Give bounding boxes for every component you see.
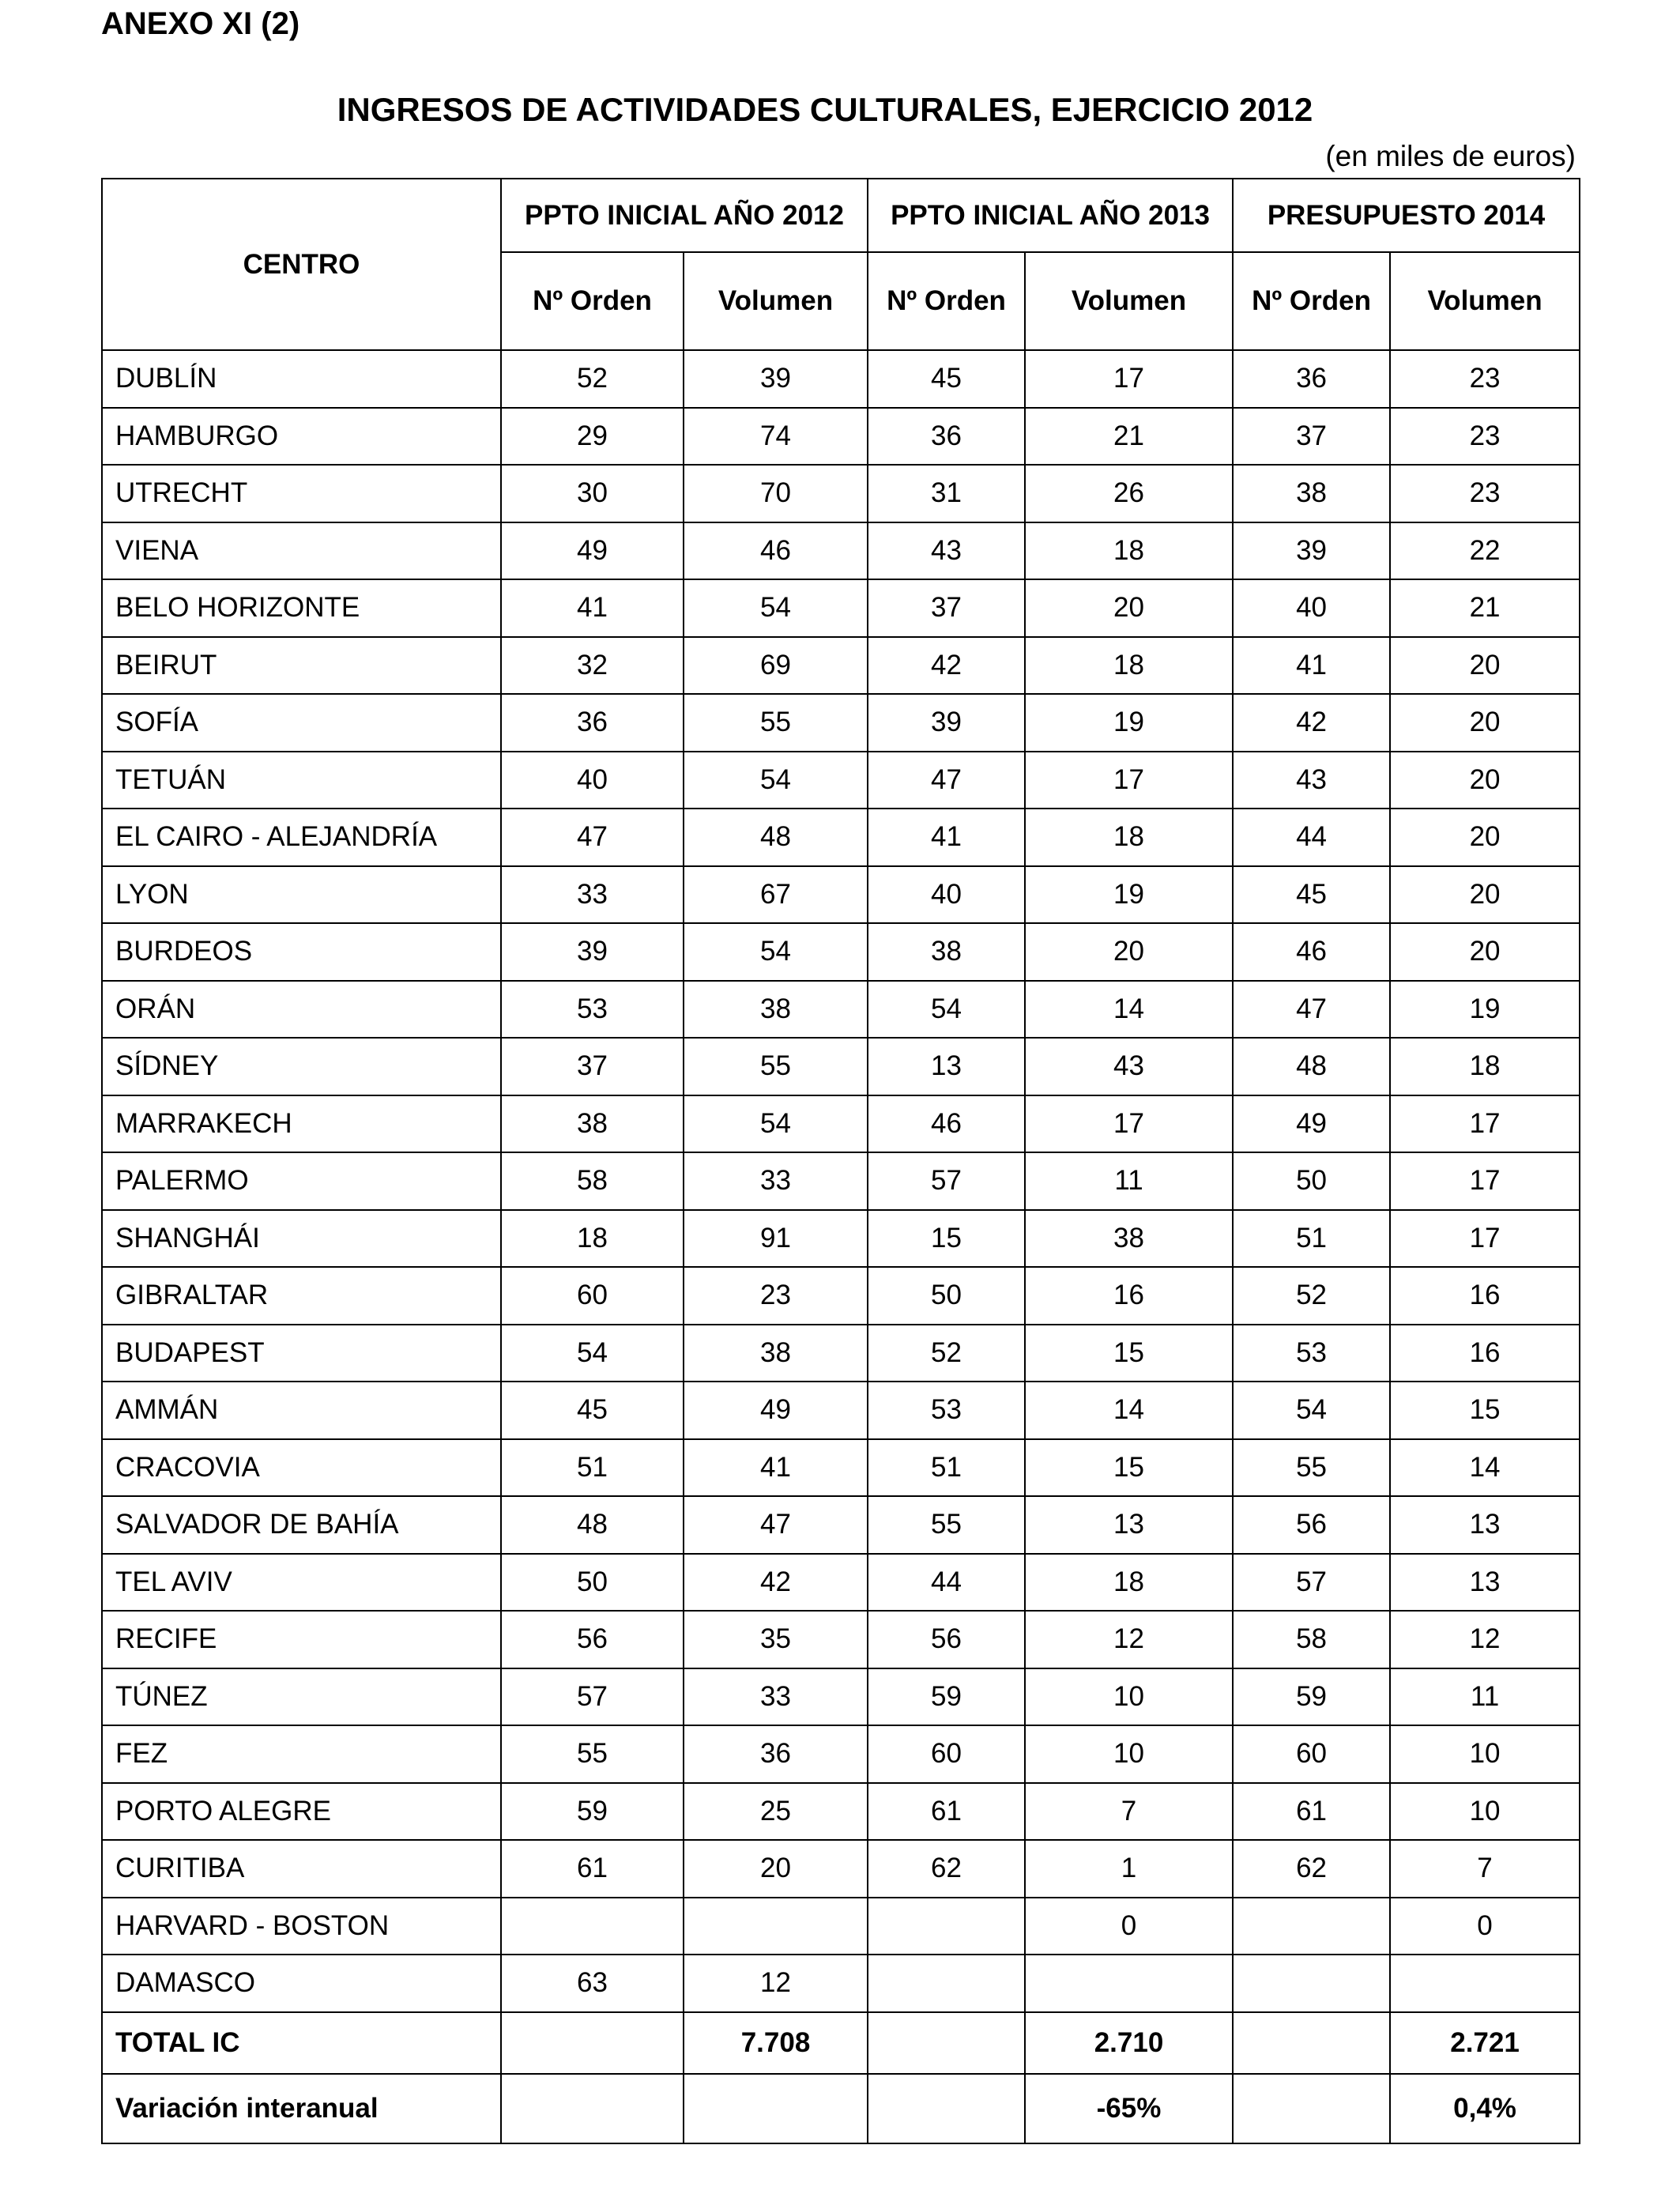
centro-cell: DAMASCO: [102, 1955, 501, 2012]
value-cell: 54: [868, 981, 1025, 1039]
value-cell: 20: [1390, 809, 1580, 866]
value-cell: 17: [1025, 350, 1233, 408]
table-row: [102, 522, 1580, 580]
centro-cell: ORÁN: [102, 981, 501, 1039]
subheader-volumen-2012: Volumen: [684, 252, 868, 350]
variation-row-value: -65%: [1025, 2074, 1233, 2143]
value-cell: 55: [684, 694, 868, 752]
document-title: INGRESOS DE ACTIVIDADES CULTURALES, EJERCICIO 2012: [337, 91, 1313, 128]
value-cell: 33: [684, 1668, 868, 1726]
value-cell: 18: [1390, 1038, 1580, 1095]
value-cell: 54: [684, 923, 868, 981]
value-cell: 19: [1025, 694, 1233, 752]
value-cell: 20: [1025, 923, 1233, 981]
value-cell: 15: [1390, 1382, 1580, 1439]
value-cell: 36: [868, 408, 1025, 466]
value-cell: 42: [1233, 694, 1390, 752]
table-row: [102, 1210, 1580, 1268]
header-centro: CENTRO: [102, 179, 501, 350]
value-cell: 15: [1025, 1325, 1233, 1382]
value-cell: 42: [684, 1554, 868, 1612]
value-cell: [684, 1898, 868, 1955]
table-row: [102, 1554, 1580, 1612]
centro-cell: BEIRUT: [102, 637, 501, 695]
value-cell: 49: [1233, 1095, 1390, 1153]
value-cell: 60: [1233, 1725, 1390, 1783]
total-row-value: [868, 2012, 1025, 2074]
value-cell: 62: [1233, 1840, 1390, 1898]
centro-cell: CRACOVIA: [102, 1439, 501, 1497]
table-row: [102, 809, 1580, 866]
value-cell: 37: [501, 1038, 684, 1095]
table-row: [102, 752, 1580, 809]
value-cell: 45: [868, 350, 1025, 408]
value-cell: 46: [1233, 923, 1390, 981]
table-row: [102, 1038, 1580, 1095]
value-cell: 69: [684, 637, 868, 695]
subheader-orden-2012: Nº Orden: [501, 252, 684, 350]
centro-cell: SALVADOR DE BAHÍA: [102, 1496, 501, 1554]
centro-cell: BURDEOS: [102, 923, 501, 981]
value-cell: 33: [501, 866, 684, 924]
total-row: [102, 2012, 1580, 2074]
centro-cell: BUDAPEST: [102, 1325, 501, 1382]
centro-cell: AMMÁN: [102, 1382, 501, 1439]
value-cell: 11: [1390, 1668, 1580, 1726]
value-cell: 54: [684, 579, 868, 637]
units-note: (en miles de euros): [1325, 140, 1576, 172]
value-cell: 20: [684, 1840, 868, 1898]
value-cell: 20: [1025, 579, 1233, 637]
total-row-value: 2.710: [1025, 2012, 1233, 2074]
value-cell: 51: [501, 1439, 684, 1497]
table-row: [102, 1898, 1580, 1955]
value-cell: 47: [684, 1496, 868, 1554]
value-cell: [1390, 1955, 1580, 2012]
value-cell: 40: [501, 752, 684, 809]
centro-cell: TETUÁN: [102, 752, 501, 809]
header-group-2014: PRESUPUESTO 2014: [1233, 179, 1580, 252]
variation-row-value: [684, 2074, 868, 2143]
value-cell: 56: [868, 1611, 1025, 1668]
value-cell: 38: [1025, 1210, 1233, 1268]
value-cell: 22: [1390, 522, 1580, 580]
value-cell: 0: [1025, 1898, 1233, 1955]
value-cell: 52: [868, 1325, 1025, 1382]
value-cell: 21: [1390, 579, 1580, 637]
table-row: [102, 866, 1580, 924]
value-cell: 49: [684, 1382, 868, 1439]
value-cell: 14: [1390, 1439, 1580, 1497]
value-cell: 41: [684, 1439, 868, 1497]
total-row-label: TOTAL IC: [102, 2012, 501, 2074]
centro-cell: VIENA: [102, 522, 501, 580]
table-row: [102, 1611, 1580, 1668]
value-cell: 58: [501, 1152, 684, 1210]
value-cell: 48: [501, 1496, 684, 1554]
value-cell: 15: [868, 1210, 1025, 1268]
value-cell: 37: [1233, 408, 1390, 466]
value-cell: 15: [1025, 1439, 1233, 1497]
value-cell: 40: [868, 866, 1025, 924]
value-cell: 45: [501, 1382, 684, 1439]
value-cell: 20: [1390, 694, 1580, 752]
value-cell: 10: [1025, 1725, 1233, 1783]
value-cell: 19: [1025, 866, 1233, 924]
centro-cell: EL CAIRO - ALEJANDRÍA: [102, 809, 501, 866]
value-cell: 60: [501, 1267, 684, 1325]
value-cell: 7: [1025, 1783, 1233, 1841]
subheader-orden-2013: Nº Orden: [868, 252, 1025, 350]
value-cell: 67: [684, 866, 868, 924]
value-cell: 13: [1390, 1496, 1580, 1554]
income-table: [101, 178, 1580, 2144]
value-cell: 23: [1390, 350, 1580, 408]
value-cell: [868, 1955, 1025, 2012]
value-cell: 50: [868, 1267, 1025, 1325]
table-row: [102, 350, 1580, 408]
value-cell: 18: [1025, 637, 1233, 695]
value-cell: 54: [501, 1325, 684, 1382]
header-group-2013: PPTO INICIAL AÑO 2013: [868, 179, 1233, 252]
value-cell: 56: [1233, 1496, 1390, 1554]
value-cell: 12: [1025, 1611, 1233, 1668]
value-cell: 23: [1390, 465, 1580, 522]
variation-row-label: Variación interanual: [102, 2074, 501, 2143]
value-cell: 53: [868, 1382, 1025, 1439]
table-row: [102, 1840, 1580, 1898]
value-cell: 38: [684, 1325, 868, 1382]
value-cell: 46: [684, 522, 868, 580]
value-cell: 57: [868, 1152, 1025, 1210]
value-cell: 26: [1025, 465, 1233, 522]
value-cell: 50: [501, 1554, 684, 1612]
table-row: [102, 1439, 1580, 1497]
value-cell: 41: [501, 579, 684, 637]
value-cell: 10: [1025, 1668, 1233, 1726]
value-cell: 29: [501, 408, 684, 466]
value-cell: 39: [501, 923, 684, 981]
value-cell: 43: [868, 522, 1025, 580]
centro-cell: BELO HORIZONTE: [102, 579, 501, 637]
value-cell: 30: [501, 465, 684, 522]
value-cell: 59: [501, 1783, 684, 1841]
table-row: [102, 1152, 1580, 1210]
value-cell: 16: [1025, 1267, 1233, 1325]
variation-row-value: [501, 2074, 684, 2143]
centro-cell: SÍDNEY: [102, 1038, 501, 1095]
value-cell: 46: [868, 1095, 1025, 1153]
total-row-value: [501, 2012, 684, 2074]
variation-row-value: [868, 2074, 1025, 2143]
table-row: [102, 408, 1580, 466]
value-cell: 53: [501, 981, 684, 1039]
value-cell: [868, 1898, 1025, 1955]
value-cell: 57: [501, 1668, 684, 1726]
value-cell: 56: [501, 1611, 684, 1668]
value-cell: 43: [1025, 1038, 1233, 1095]
table-row: [102, 1783, 1580, 1841]
value-cell: 0: [1390, 1898, 1580, 1955]
value-cell: 53: [1233, 1325, 1390, 1382]
value-cell: 20: [1390, 923, 1580, 981]
subheader-volumen-2014: Volumen: [1390, 252, 1580, 350]
value-cell: 31: [868, 465, 1025, 522]
annex-label: ANEXO XI (2): [101, 6, 300, 41]
value-cell: 55: [684, 1038, 868, 1095]
value-cell: 37: [868, 579, 1025, 637]
value-cell: 18: [1025, 809, 1233, 866]
value-cell: 51: [1233, 1210, 1390, 1268]
centro-cell: SOFÍA: [102, 694, 501, 752]
value-cell: 23: [1390, 408, 1580, 466]
table-row: [102, 579, 1580, 637]
value-cell: 44: [1233, 809, 1390, 866]
value-cell: 44: [868, 1554, 1025, 1612]
centro-cell: UTRECHT: [102, 465, 501, 522]
value-cell: 49: [501, 522, 684, 580]
table-row: [102, 637, 1580, 695]
centro-cell: TÚNEZ: [102, 1668, 501, 1726]
value-cell: 23: [684, 1267, 868, 1325]
value-cell: 39: [868, 694, 1025, 752]
value-cell: 39: [1233, 522, 1390, 580]
centro-cell: DUBLÍN: [102, 350, 501, 408]
value-cell: [1233, 1898, 1390, 1955]
centro-cell: MARRAKECH: [102, 1095, 501, 1153]
centro-cell: PALERMO: [102, 1152, 501, 1210]
value-cell: 43: [1233, 752, 1390, 809]
value-cell: 16: [1390, 1325, 1580, 1382]
table-row: [102, 1095, 1580, 1153]
value-cell: 32: [501, 637, 684, 695]
value-cell: 19: [1390, 981, 1580, 1039]
table-row: [102, 923, 1580, 981]
value-cell: 35: [684, 1611, 868, 1668]
value-cell: 13: [868, 1038, 1025, 1095]
total-row-value: 2.721: [1390, 2012, 1580, 2074]
value-cell: 48: [684, 809, 868, 866]
header-group-2012: PPTO INICIAL AÑO 2012: [501, 179, 868, 252]
value-cell: 36: [684, 1725, 868, 1783]
value-cell: 54: [684, 1095, 868, 1153]
value-cell: [1025, 1955, 1233, 2012]
variation-row-value: [1233, 2074, 1390, 2143]
value-cell: 10: [1390, 1725, 1580, 1783]
value-cell: 38: [684, 981, 868, 1039]
value-cell: 20: [1390, 637, 1580, 695]
value-cell: 47: [868, 752, 1025, 809]
centro-cell: CURITIBA: [102, 1840, 501, 1898]
value-cell: 38: [868, 923, 1025, 981]
value-cell: 41: [868, 809, 1025, 866]
value-cell: 91: [684, 1210, 868, 1268]
value-cell: 42: [868, 637, 1025, 695]
value-cell: 63: [501, 1955, 684, 2012]
value-cell: 55: [1233, 1439, 1390, 1497]
centro-cell: TEL AVIV: [102, 1554, 501, 1612]
value-cell: 18: [501, 1210, 684, 1268]
value-cell: 70: [684, 465, 868, 522]
total-row-value: [1233, 2012, 1390, 2074]
value-cell: 61: [868, 1783, 1025, 1841]
table-row: [102, 1668, 1580, 1726]
centro-cell: PORTO ALEGRE: [102, 1783, 501, 1841]
value-cell: 10: [1390, 1783, 1580, 1841]
variation-row: [102, 2074, 1580, 2143]
value-cell: 33: [684, 1152, 868, 1210]
value-cell: 54: [684, 752, 868, 809]
value-cell: 17: [1390, 1152, 1580, 1210]
subheader-volumen-2013: Volumen: [1025, 252, 1233, 350]
table-row: [102, 1382, 1580, 1439]
value-cell: [501, 1898, 684, 1955]
value-cell: 16: [1390, 1267, 1580, 1325]
value-cell: 60: [868, 1725, 1025, 1783]
value-cell: 17: [1390, 1210, 1580, 1268]
value-cell: 61: [1233, 1783, 1390, 1841]
value-cell: 36: [1233, 350, 1390, 408]
value-cell: 21: [1025, 408, 1233, 466]
value-cell: 59: [868, 1668, 1025, 1726]
value-cell: 13: [1025, 1496, 1233, 1554]
table-row: [102, 1725, 1580, 1783]
value-cell: 55: [501, 1725, 684, 1783]
table-row: [102, 1496, 1580, 1554]
value-cell: 25: [684, 1783, 868, 1841]
table-row: [102, 1325, 1580, 1382]
value-cell: 54: [1233, 1382, 1390, 1439]
value-cell: 59: [1233, 1668, 1390, 1726]
value-cell: 20: [1390, 866, 1580, 924]
table-row: [102, 1955, 1580, 2012]
table-row: [102, 465, 1580, 522]
value-cell: 52: [1233, 1267, 1390, 1325]
centro-cell: FEZ: [102, 1725, 501, 1783]
value-cell: 12: [684, 1955, 868, 2012]
variation-row-value: 0,4%: [1390, 2074, 1580, 2143]
centro-cell: GIBRALTAR: [102, 1267, 501, 1325]
table-row: [102, 694, 1580, 752]
value-cell: 51: [868, 1439, 1025, 1497]
value-cell: [1233, 1955, 1390, 2012]
value-cell: 41: [1233, 637, 1390, 695]
value-cell: 18: [1025, 522, 1233, 580]
table-row: [102, 981, 1580, 1039]
value-cell: 45: [1233, 866, 1390, 924]
value-cell: 58: [1233, 1611, 1390, 1668]
value-cell: 20: [1390, 752, 1580, 809]
value-cell: 17: [1025, 1095, 1233, 1153]
value-cell: 17: [1390, 1095, 1580, 1153]
value-cell: 1: [1025, 1840, 1233, 1898]
value-cell: 11: [1025, 1152, 1233, 1210]
value-cell: 7: [1390, 1840, 1580, 1898]
value-cell: 47: [501, 809, 684, 866]
value-cell: 39: [684, 350, 868, 408]
value-cell: 50: [1233, 1152, 1390, 1210]
centro-cell: RECIFE: [102, 1611, 501, 1668]
value-cell: 14: [1025, 981, 1233, 1039]
value-cell: 48: [1233, 1038, 1390, 1095]
value-cell: 40: [1233, 579, 1390, 637]
value-cell: 57: [1233, 1554, 1390, 1612]
value-cell: 13: [1390, 1554, 1580, 1612]
value-cell: 38: [1233, 465, 1390, 522]
centro-cell: LYON: [102, 866, 501, 924]
value-cell: 62: [868, 1840, 1025, 1898]
value-cell: 36: [501, 694, 684, 752]
total-row-value: 7.708: [684, 2012, 868, 2074]
subheader-orden-2014: Nº Orden: [1233, 252, 1390, 350]
centro-cell: SHANGHÁI: [102, 1210, 501, 1268]
value-cell: 18: [1025, 1554, 1233, 1612]
centro-cell: HAMBURGO: [102, 408, 501, 466]
value-cell: 55: [868, 1496, 1025, 1554]
value-cell: 14: [1025, 1382, 1233, 1439]
value-cell: 52: [501, 350, 684, 408]
table-row: [102, 1267, 1580, 1325]
value-cell: 12: [1390, 1611, 1580, 1668]
value-cell: 17: [1025, 752, 1233, 809]
value-cell: 74: [684, 408, 868, 466]
value-cell: 61: [501, 1840, 684, 1898]
value-cell: 38: [501, 1095, 684, 1153]
centro-cell: HARVARD - BOSTON: [102, 1898, 501, 1955]
value-cell: 47: [1233, 981, 1390, 1039]
